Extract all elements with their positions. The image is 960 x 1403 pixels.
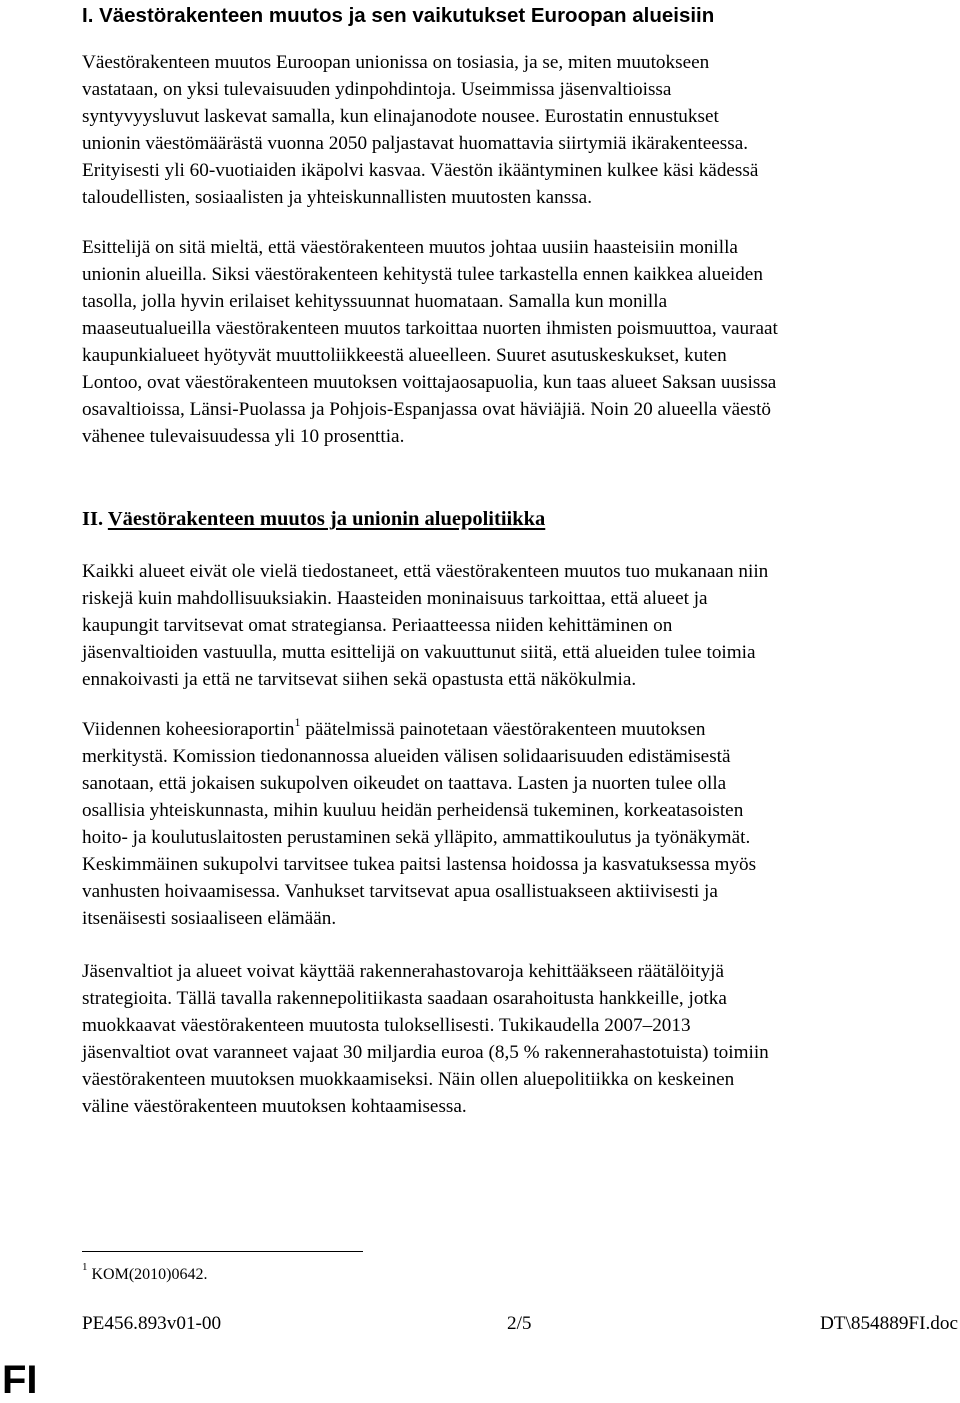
text-line: itsenäisesti sosiaaliseen elämään. (82, 908, 337, 929)
text-line: unionin väestömäärästä vuonna 2050 paljastavat huomattavia siirtymiä ikärakenteessa. (82, 133, 749, 154)
text-line: kaupunkialueet hyötyvät muuttoliikkeestä alueelleen. Suuret asutuskeskukset, kuten (82, 345, 727, 366)
text-line: Jäsenvaltiot ja alueet voivat käyttää rakennerahastovaroja kehittääkseen räätälöityjä (82, 961, 724, 982)
footnote-separator (82, 1251, 363, 1252)
text-line: vanhusten hoivaamisessa. Vanhukset tarvitsevat apua osallistuakseen aktiivisesti ja (82, 881, 718, 902)
text-line: taloudellisten, sosiaalisten ja yhteiskunnallisten muutosten kanssa. (82, 187, 592, 208)
text-line: hoito- ja koulutuslaitosten perustaminen sekä ylläpito, ammattikoulutus ja työnäkymät. (82, 827, 751, 848)
text-line: Väestörakenteen muutos Euroopan unionissa on tosiasia, ja se, miten muutokseen (82, 52, 710, 73)
text-line: syntyvyysluvut laskevat samalla, kun elinajanodote nousee. Eurostatin ennustukset (82, 106, 719, 127)
section-1-heading: I. Väestörakenteen muutos ja sen vaikutukset Euroopan alueisiin (82, 4, 715, 27)
text-line: kaupungit tarvitsevat omat strategiansa. Periaatteessa niiden kehittäminen on (82, 615, 673, 636)
text-line: ennakoivasti ja että ne tarvitsevat siihen sekä opastusta että näkökulmia. (82, 669, 637, 690)
text-line: Esittelijä on sitä mieltä, että väestörakenteen muutos johtaa uusiin haasteisiin monilla (82, 237, 738, 258)
text-line: Erityisesti yli 60-vuotiaiden ikäpolvi kasvaa. Väestön ikääntyminen kulkee käsi kädessä (82, 160, 759, 181)
text-line: vastataan, on yksi tulevaisuuden ydinpohdintoja. Useimmissa jäsenvaltioissa (82, 79, 672, 100)
text-line (82, 716, 912, 743)
text-line: vähenee tulevaisuudessa yli 10 prosenttia. (82, 426, 405, 447)
text-line: maaseutualueilla väestörakenteen muutos tarkoittaa nuorten ihmisten poismuuttoa, vauraat (82, 318, 778, 339)
text-line: Kaikki alueet eivät ole vielä tiedostaneet, että väestörakenteen muutos tuo mukanaan niin (82, 561, 769, 582)
text-line: Keskimmäinen sukupolvi tarvitsee tukea paitsi lastensa hoidossa ja kasvatuksessa myös (82, 854, 757, 875)
text-line: riskejä kuin mahdollisuuksiakin. Haasteiden moninaisuus tarkoittaa, että alueet ja (82, 588, 708, 609)
footnote-number: 1 (82, 1260, 88, 1273)
section-2-title: Väestörakenteen muutos ja unionin aluepolitiikka (107, 508, 546, 530)
text-line: Lontoo, ovat väestörakenteen muutoksen voittajaosapuolia, kun taas alueet Saksan uusissa (82, 372, 777, 393)
text-line: osallisia yhteiskunnasta, mihin kuuluu heidän perheidensä tukeminen, korkeatasoisten (82, 800, 744, 821)
section-2-number: II. (82, 508, 104, 530)
footer-page-number: 2/5 (507, 1313, 532, 1334)
language-code: FI (2, 1358, 38, 1402)
section-1-paragraph-1 (82, 49, 912, 211)
section-2-heading (82, 506, 545, 532)
text-line: tasolla, jolla hyvin erilaiset kehityssuunnat huomataan. Samalla kun monilla (82, 291, 668, 312)
text-line: strategioita. Tällä tavalla rakennepolitiikasta saadaan osarahoitusta hankkeille, jotka (82, 988, 727, 1009)
text-line: osavaltioissa, Länsi-Puolassa ja Pohjois-Espanjassa ovat häviäjiä. Noin 20 alueella väestö (82, 399, 771, 420)
text-fragment: päätelmissä painotetaan väestörakenteen muutoksen (300, 719, 706, 740)
section-1-paragraph-2 (82, 234, 912, 450)
footnote-text: KOM(2010)0642. (91, 1266, 208, 1283)
section-2-paragraph-3 (82, 958, 912, 1120)
text-line: muokkaavat väestörakenteen muutosta tuloksellisesti. Tukikaudella 2007–2013 (82, 1015, 691, 1036)
text-line: väestörakenteen muutoksen muokkaamiseksi. Näin ollen aluepolitiikka on keskeinen (82, 1069, 735, 1090)
text-fragment: Viidennen koheesioraportin (82, 719, 295, 740)
text-line: sanotaan, että jokaisen sukupolven oikeudet on taattava. Lasten ja nuorten tulee olla (82, 773, 727, 794)
footnote-reference: 1 (294, 714, 301, 729)
section-2-paragraph-1 (82, 558, 912, 693)
text-line: jäsenvaltioiden vastuulla, mutta esittelijä on vakuuttunut siitä, että alueiden tulee toimia (82, 642, 756, 663)
footnote (82, 1260, 208, 1285)
text-line: jäsenvaltiot ovat varanneet vajaat 30 miljardia euroa (8,5 % rakennerahastotuista) toimiin (82, 1042, 769, 1063)
section-2-paragraph-2 (82, 716, 912, 932)
text-line: unionin alueilla. Siksi väestörakenteen kehitystä tulee tarkastella ennen kaikkea alueiden (82, 264, 763, 285)
footer-filename: DT\854889FI.doc (819, 1313, 958, 1334)
text-line: väline väestörakenteen muutoksen kohtaamisessa. (82, 1096, 467, 1117)
text-line: merkitystä. Komission tiedonannossa alueiden välisen solidaarisuuden edistämisestä (82, 746, 731, 767)
footer-reference: PE456.893v01-00 (82, 1313, 222, 1334)
